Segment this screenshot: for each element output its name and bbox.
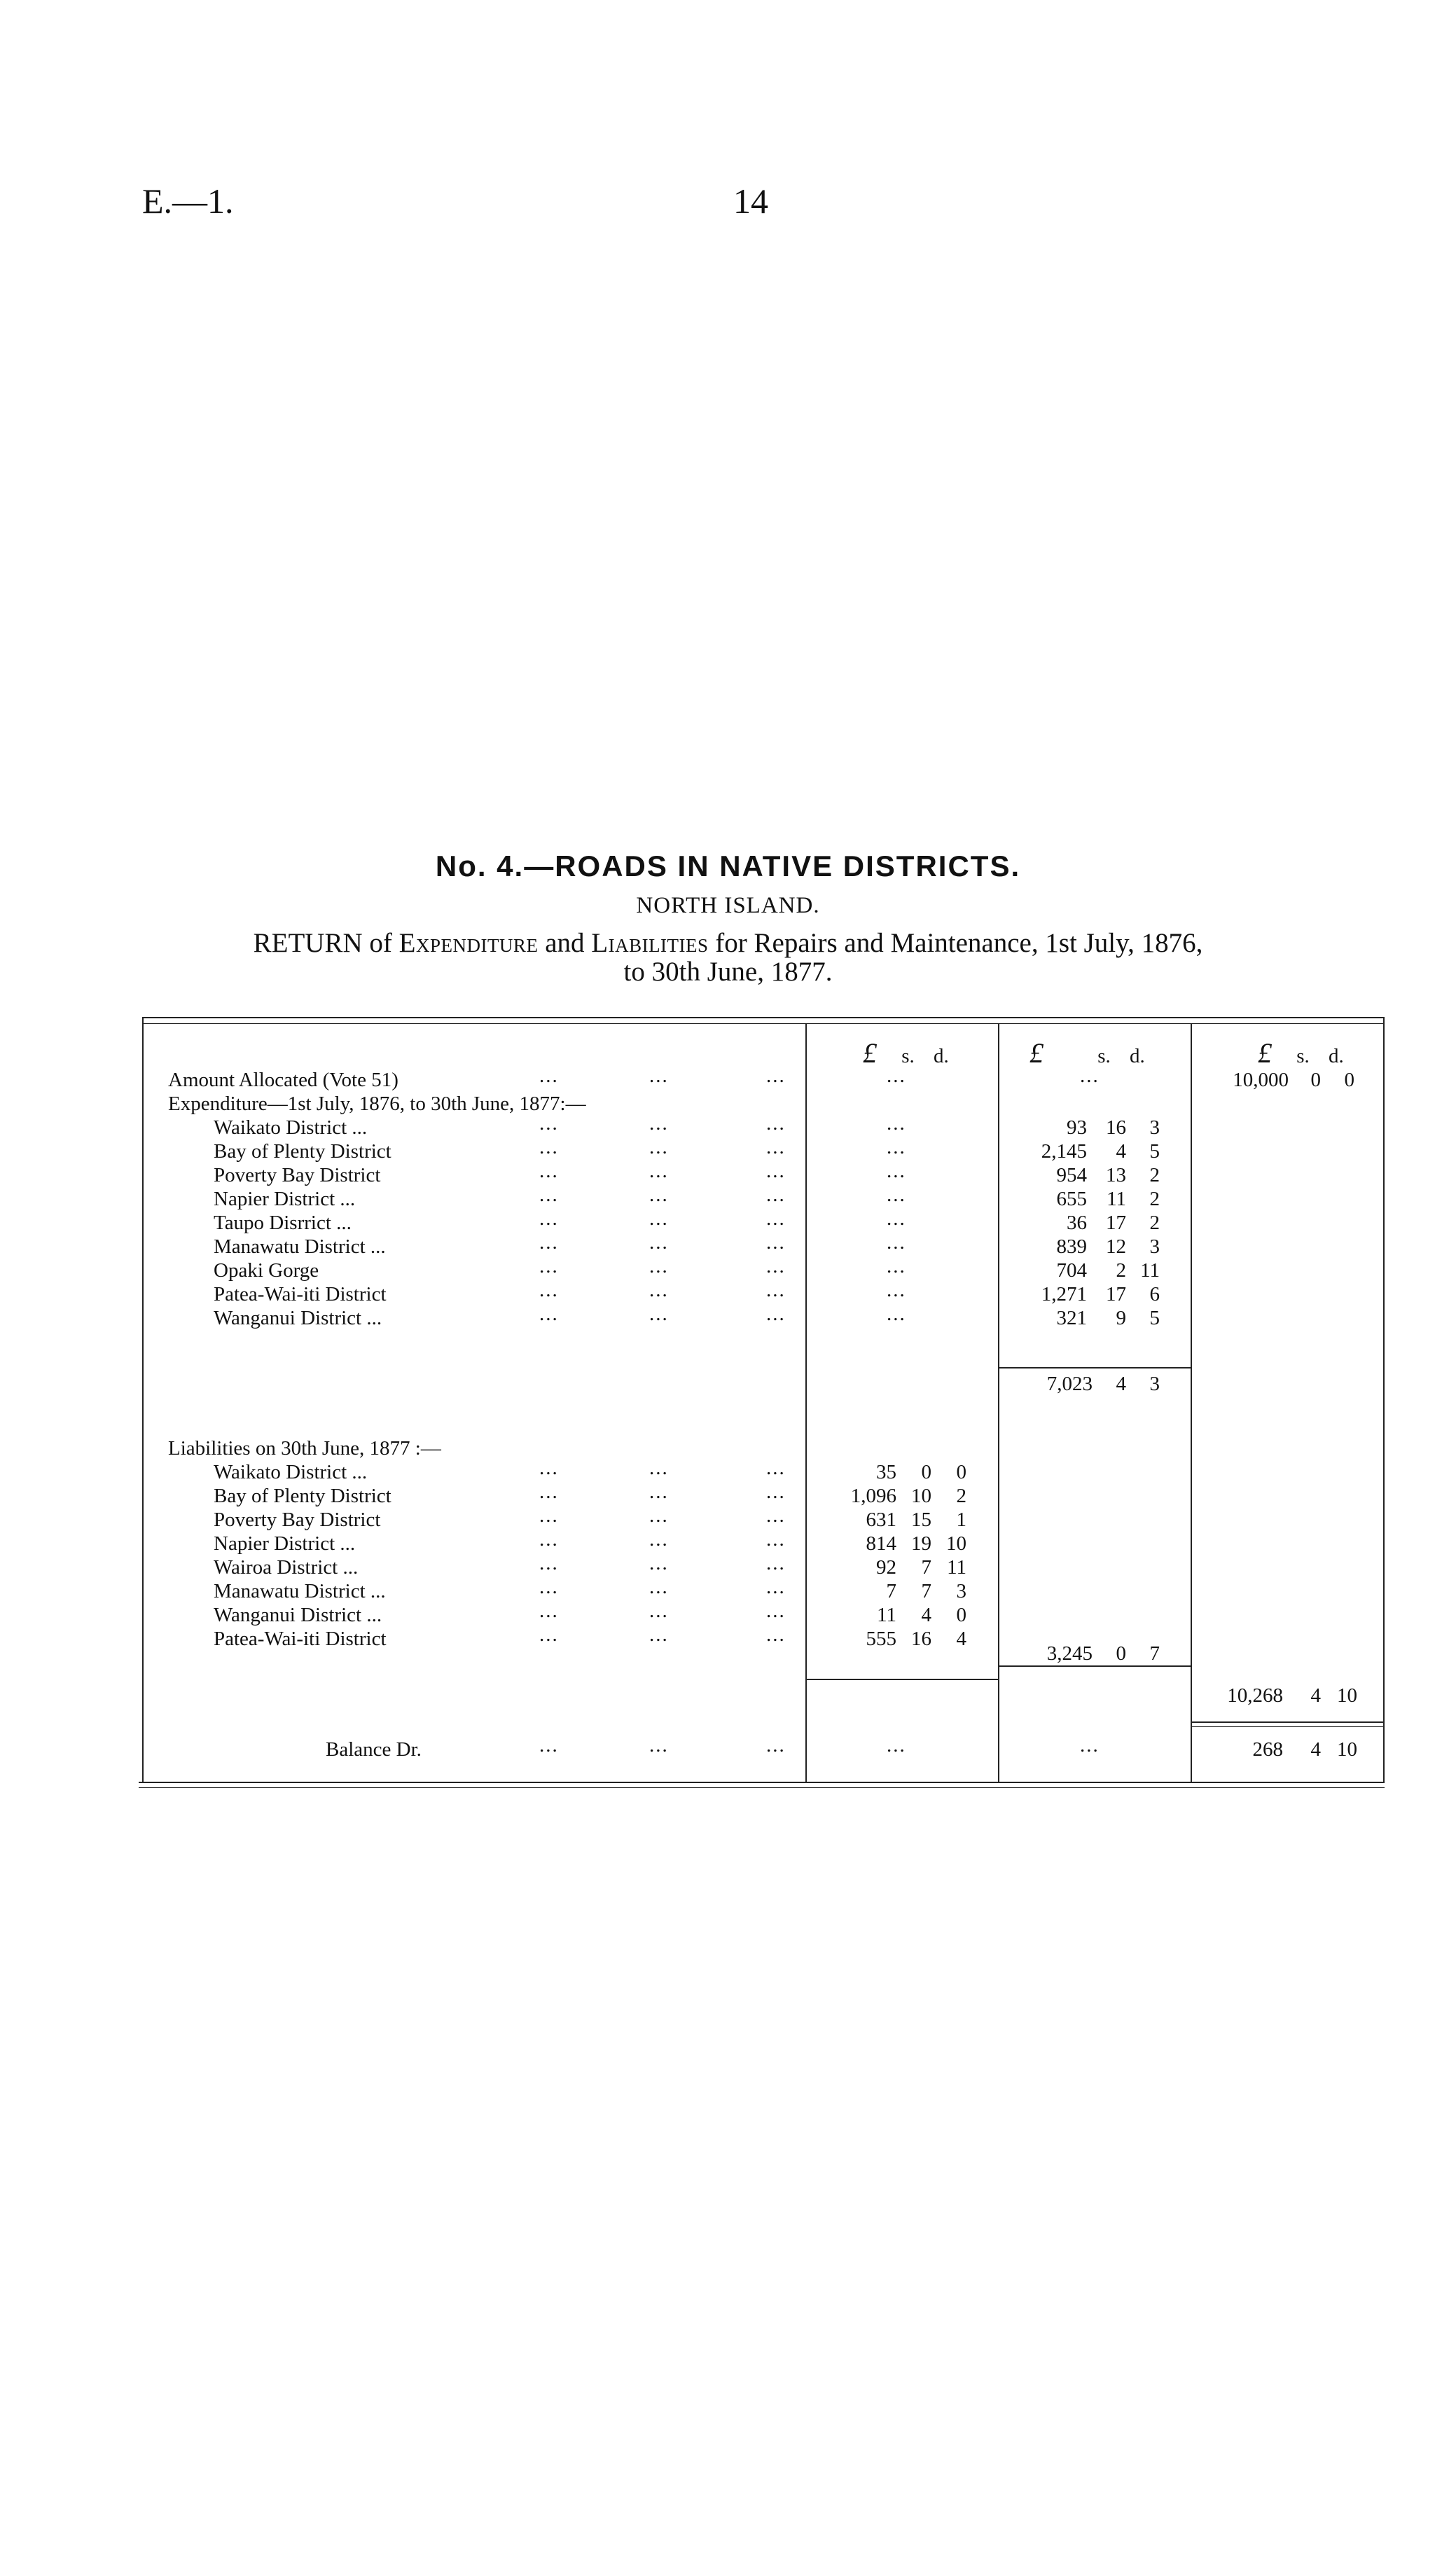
liability-pounds: 35 [876, 1461, 896, 1483]
district-label: Napier District ... [214, 1532, 356, 1555]
leader-dots: ... [766, 1136, 786, 1158]
expenditure-pence: 2 [1149, 1212, 1160, 1234]
leader-dots: ... [649, 1231, 669, 1254]
liability-pence: 10 [946, 1532, 966, 1555]
expenditure-pence: 3 [1149, 1116, 1160, 1139]
liability-shillings: 0 [921, 1461, 931, 1483]
leader-dots: ... [766, 1279, 786, 1301]
leader-dots: ... [539, 1457, 559, 1479]
liability-pounds: 1,096 [850, 1485, 896, 1507]
leader-dots: ... [766, 1112, 786, 1135]
return-of: of [369, 928, 392, 958]
liabilities-subtotal-rule [805, 1679, 998, 1680]
empty-cell-dots: ... [887, 1112, 906, 1135]
leader-dots: ... [649, 1528, 669, 1551]
table-top-rule [142, 1017, 1385, 1018]
leader-dots: ... [766, 1065, 786, 1087]
leader-dots: ... [539, 1576, 559, 1598]
leader-dots: ... [649, 1576, 669, 1598]
expenditure-pounds: 93 [1067, 1116, 1087, 1139]
empty-cell-dots: ... [887, 1255, 906, 1277]
empty-cell-dots: ... [887, 1065, 906, 1087]
liabilities-total-pence: 7 [1149, 1642, 1160, 1665]
column-rule-1 [805, 1023, 807, 1782]
district-label: Bay of Plenty District [214, 1140, 391, 1163]
return-rest: for Repairs and Maintenance, 1st July, 1876, [715, 928, 1203, 958]
expenditure-pounds: 655 [1056, 1188, 1087, 1210]
leader-dots: ... [539, 1231, 559, 1254]
empty-cell-dots: ... [1080, 1734, 1100, 1756]
leader-dots: ... [539, 1600, 559, 1622]
grand-total-shillings: 4 [1310, 1684, 1321, 1707]
leader-dots: ... [539, 1303, 559, 1325]
leader-dots: ... [649, 1065, 669, 1087]
leader-dots: ... [766, 1303, 786, 1325]
leader-dots: ... [766, 1481, 786, 1503]
liability-shillings: 7 [921, 1556, 931, 1579]
expenditure-shillings: 4 [1116, 1140, 1126, 1163]
district-label: Wairoa District ... [214, 1556, 359, 1579]
liabilities-total-shillings: 0 [1116, 1642, 1126, 1665]
leader-dots: ... [539, 1207, 559, 1230]
shillings-heading-3: s. [1296, 1045, 1310, 1067]
leader-dots: ... [539, 1504, 559, 1527]
liability-shillings: 7 [921, 1580, 931, 1602]
liabilities-heading: Liabilities on 30th June, 1877 :— [168, 1437, 441, 1460]
expenditure-pence: 2 [1149, 1188, 1160, 1210]
district-label: Wanganui District ... [214, 1307, 382, 1329]
liability-pence: 2 [956, 1485, 966, 1507]
empty-cell-dots: ... [887, 1184, 906, 1206]
leader-dots: ... [649, 1255, 669, 1277]
liabilities-total-pounds: 3,245 [1046, 1642, 1093, 1665]
empty-cell-dots: ... [1080, 1065, 1100, 1087]
leader-dots: ... [649, 1600, 669, 1622]
leader-dots: ... [649, 1207, 669, 1230]
district-label: Napier District ... [214, 1188, 356, 1210]
leader-dots: ... [766, 1504, 786, 1527]
leader-dots: ... [539, 1279, 559, 1301]
liability-pence: 4 [956, 1628, 966, 1650]
document-reference: E.—1. [142, 181, 234, 221]
district-label: Bay of Plenty District [214, 1485, 391, 1507]
expenditure-pounds: 2,145 [1041, 1140, 1087, 1163]
pence-heading-1: d. [934, 1045, 949, 1067]
leader-dots: ... [649, 1112, 669, 1135]
empty-cell-dots: ... [887, 1734, 906, 1756]
leader-dots: ... [766, 1184, 786, 1206]
leader-dots: ... [539, 1065, 559, 1087]
table-bottom-rule [139, 1782, 1385, 1783]
district-label: Patea-Wai-iti District [214, 1628, 387, 1650]
liability-pounds: 7 [886, 1580, 896, 1602]
grand-total-pence: 10 [1337, 1684, 1357, 1707]
district-label: Patea-Wai-iti District [214, 1283, 387, 1305]
expenditure-pounds: 954 [1056, 1164, 1087, 1186]
return-description [0, 927, 1456, 959]
empty-cell-dots: ... [887, 1279, 906, 1301]
return-liabilities: Liabilities [591, 928, 709, 958]
empty-cell-dots: ... [887, 1136, 906, 1158]
expenditure-pence: 3 [1149, 1235, 1160, 1258]
leader-dots: ... [539, 1255, 559, 1277]
return-word: RETURN [253, 928, 363, 958]
liability-pence: 3 [956, 1580, 966, 1602]
liability-pounds: 631 [866, 1509, 896, 1531]
grand-total-rule [998, 1665, 1191, 1667]
column-rule-left [142, 1017, 144, 1782]
leader-dots: ... [766, 1528, 786, 1551]
leader-dots: ... [766, 1457, 786, 1479]
leader-dots: ... [766, 1734, 786, 1756]
leader-dots: ... [539, 1112, 559, 1135]
shillings-heading-2: s. [1097, 1045, 1111, 1067]
leader-dots: ... [766, 1552, 786, 1574]
liability-pounds: 814 [866, 1532, 896, 1555]
expenditure-shillings: 16 [1106, 1116, 1126, 1139]
expenditure-total-pounds: 7,023 [1046, 1373, 1093, 1395]
leader-dots: ... [539, 1160, 559, 1182]
leader-dots: ... [649, 1481, 669, 1503]
expenditure-pounds: 1,271 [1041, 1283, 1087, 1305]
column-3-heading [1258, 1037, 1344, 1069]
balance-pence: 10 [1337, 1738, 1357, 1761]
expenditure-total-pence: 3 [1149, 1373, 1160, 1395]
expenditure-pence: 6 [1149, 1283, 1160, 1305]
liability-shillings: 15 [911, 1509, 931, 1531]
leader-dots: ... [649, 1160, 669, 1182]
pence-heading-2: d. [1130, 1045, 1145, 1067]
expenditure-total-shillings: 4 [1116, 1373, 1126, 1395]
liability-shillings: 19 [911, 1532, 931, 1555]
column-rule-right [1383, 1017, 1385, 1782]
empty-cell-dots: ... [887, 1207, 906, 1230]
balance-rule-inner [1191, 1726, 1383, 1727]
expenditure-pence: 5 [1149, 1140, 1160, 1163]
liability-pounds: 92 [876, 1556, 896, 1579]
allocated-shillings: 0 [1310, 1069, 1321, 1091]
leader-dots: ... [539, 1734, 559, 1756]
empty-cell-dots: ... [887, 1160, 906, 1182]
leader-dots: ... [539, 1552, 559, 1574]
leader-dots: ... [649, 1504, 669, 1527]
empty-cell-dots: ... [887, 1231, 906, 1254]
allocated-label: Amount Allocated (Vote 51) [168, 1069, 398, 1091]
expenditure-pence: 2 [1149, 1164, 1160, 1186]
column-rule-3 [1191, 1023, 1192, 1782]
return-date-range: to 30th June, 1877. [623, 957, 833, 987]
district-label: Waikato District ... [214, 1461, 368, 1483]
district-label: Waikato District ... [214, 1116, 368, 1139]
liability-shillings: 16 [911, 1628, 931, 1650]
leader-dots: ... [649, 1184, 669, 1206]
table-bottom-rule-inner [139, 1787, 1385, 1788]
expenditure-pounds: 839 [1056, 1235, 1087, 1258]
return-and: and [545, 928, 585, 958]
district-label: Manawatu District ... [214, 1580, 386, 1602]
balance-rule [1191, 1721, 1383, 1723]
expenditure-shillings: 11 [1107, 1188, 1126, 1210]
table-subtitle: NORTH ISLAND. [636, 893, 820, 918]
balance-label: Balance Dr. [326, 1738, 422, 1761]
liability-pence: 1 [956, 1509, 966, 1531]
pound-sign-3: £ [1258, 1037, 1272, 1069]
expenditure-pounds: 704 [1056, 1259, 1087, 1282]
leader-dots: ... [649, 1279, 669, 1301]
table-title: No. 4.—ROADS IN NATIVE DISTRICTS. [435, 850, 1021, 882]
leader-dots: ... [766, 1160, 786, 1182]
leader-dots: ... [766, 1623, 786, 1646]
pence-heading-3: d. [1329, 1045, 1344, 1067]
district-label: Manawatu District ... [214, 1235, 386, 1258]
expenditure-shillings: 17 [1106, 1212, 1126, 1234]
allocated-pence: 0 [1344, 1069, 1354, 1091]
expenditure-pounds: 321 [1056, 1307, 1087, 1329]
allocated-pounds: 10,000 [1233, 1069, 1289, 1091]
table-top-rule-inner [142, 1023, 1385, 1024]
expenditure-heading: Expenditure—1st July, 1876, to 30th June, 1877:— [168, 1093, 586, 1115]
page-number: 14 [733, 181, 768, 221]
expenditure-pence: 11 [1140, 1259, 1160, 1282]
expenditure-shillings: 2 [1116, 1259, 1126, 1282]
leader-dots: ... [539, 1184, 559, 1206]
leader-dots: ... [766, 1207, 786, 1230]
leader-dots: ... [766, 1231, 786, 1254]
leader-dots: ... [649, 1457, 669, 1479]
expenditure-subtotal-rule [998, 1367, 1191, 1368]
leader-dots: ... [649, 1136, 669, 1158]
liability-shillings: 10 [911, 1485, 931, 1507]
grand-total-pounds: 10,268 [1227, 1684, 1283, 1707]
liability-pounds: 555 [866, 1628, 896, 1650]
district-label: Taupo Disrrict ... [214, 1212, 352, 1234]
leader-dots: ... [649, 1734, 669, 1756]
district-label: Poverty Bay District [214, 1509, 381, 1531]
expenditure-shillings: 9 [1116, 1307, 1126, 1329]
liability-pounds: 11 [877, 1604, 896, 1626]
district-label: Wanganui District ... [214, 1604, 382, 1626]
liability-shillings: 4 [921, 1604, 931, 1626]
leader-dots: ... [539, 1136, 559, 1158]
leader-dots: ... [766, 1600, 786, 1622]
leader-dots: ... [539, 1481, 559, 1503]
pound-sign-2: £ [1029, 1037, 1044, 1069]
leader-dots: ... [649, 1623, 669, 1646]
balance-shillings: 4 [1310, 1738, 1321, 1761]
balance-pounds: 268 [1252, 1738, 1283, 1761]
district-label: Opaki Gorge [214, 1259, 319, 1282]
column-rule-2 [998, 1023, 999, 1782]
return-expenditure: Expenditure [398, 928, 539, 958]
expenditure-pounds: 36 [1067, 1212, 1087, 1234]
liability-pence: 11 [947, 1556, 966, 1579]
shillings-heading-1: s. [901, 1045, 915, 1067]
empty-cell-dots: ... [887, 1303, 906, 1325]
district-label: Poverty Bay District [214, 1164, 381, 1186]
expenditure-shillings: 12 [1106, 1235, 1126, 1258]
leader-dots: ... [649, 1552, 669, 1574]
pound-sign-1: £ [863, 1037, 877, 1069]
leader-dots: ... [649, 1303, 669, 1325]
leader-dots: ... [766, 1255, 786, 1277]
expenditure-shillings: 13 [1106, 1164, 1126, 1186]
leader-dots: ... [539, 1623, 559, 1646]
leader-dots: ... [539, 1528, 559, 1551]
liability-pence: 0 [956, 1461, 966, 1483]
leader-dots: ... [766, 1576, 786, 1598]
expenditure-pence: 5 [1149, 1307, 1160, 1329]
expenditure-shillings: 17 [1106, 1283, 1126, 1305]
liability-pence: 0 [956, 1604, 966, 1626]
